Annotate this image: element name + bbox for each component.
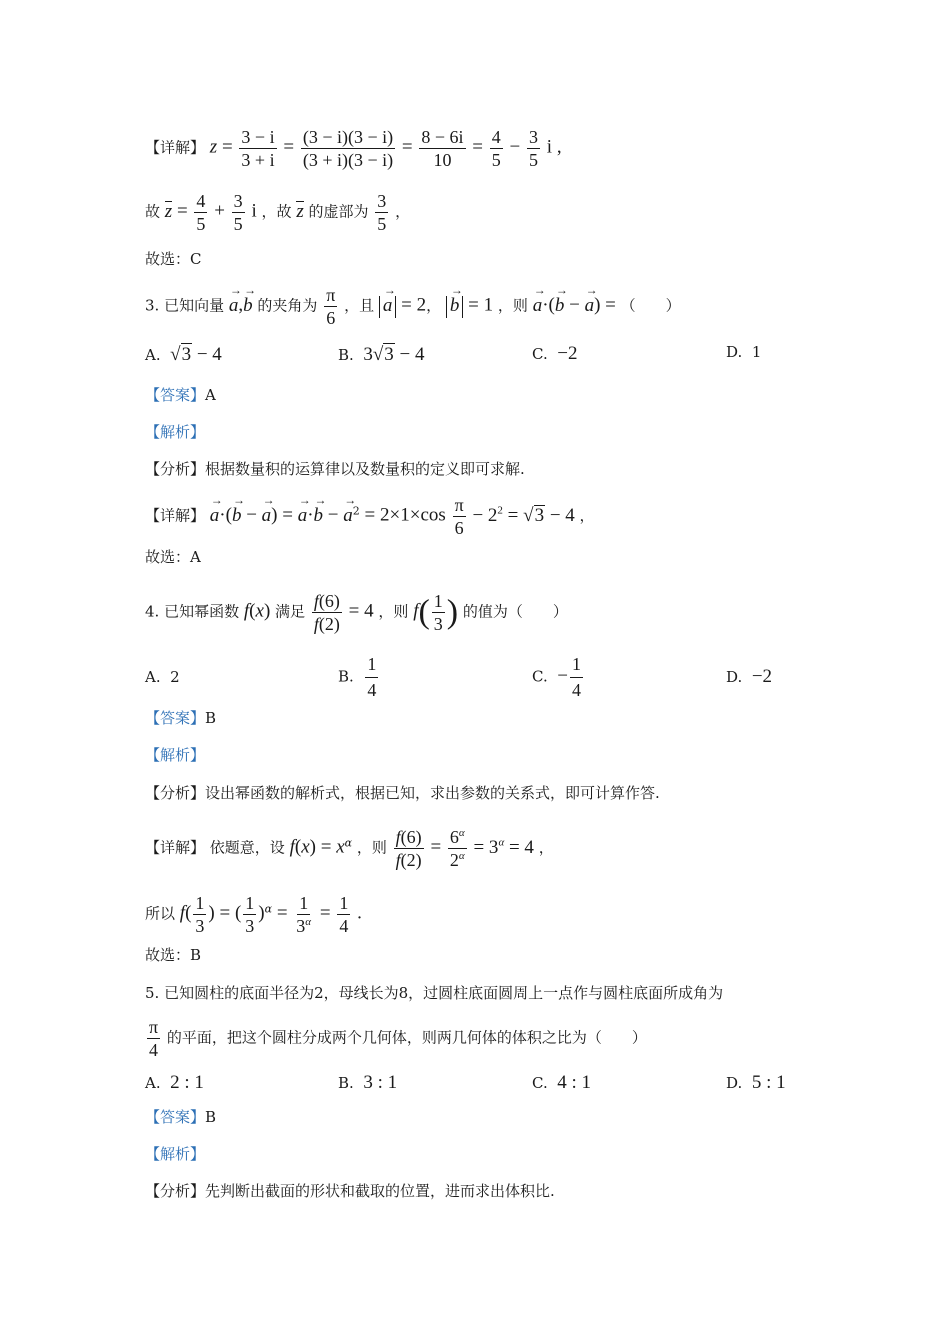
q2-detail-line: 【详解】 z = $\frac{3 - i}{3 + i}$ = $\frac{(3 - i)(3 - i)}{(3 + i)(3 - i)}$ = $\frac{8 - 6i}{10}$ = $\frac{4}{5}$ − $\frac{3}{5}$ i , xyxy=(145,127,562,170)
q5-answer: 【答案】B xyxy=(145,1108,217,1126)
q5-option-b[interactable]: B. 3 : 1 xyxy=(338,1072,398,1093)
fraction: $\frac{3}{5}$ xyxy=(529,127,539,170)
q3-option-a[interactable]: A. √3 − 4 xyxy=(145,344,222,365)
q3-detail: 【详解】 → a·(→ b − → a) = → a·→ b − → $a^2 = 2\times 1\times\cos$ $\frac{\pi}{6}$ − $2^2 = √3 - 4$ ， xyxy=(145,496,595,537)
q4-option-a[interactable]: A. 2 xyxy=(145,668,180,686)
q3-option-b[interactable]: B. 3√3 − 4 xyxy=(338,344,425,365)
q3-option-c[interactable]: C. −2 xyxy=(532,343,578,364)
q4-option-c[interactable]: C. − $\frac{1}{4}$ xyxy=(532,654,581,700)
q3-analysis-tag: 【解析】 xyxy=(145,423,206,441)
fraction: $\frac{8 - 6i}{10}$ xyxy=(421,127,464,170)
fraction: $\frac{3 - i}{3 + i}$ xyxy=(241,127,275,170)
q4-option-d[interactable]: D. −2 xyxy=(726,666,773,687)
detail-tag: 【详解】 xyxy=(145,138,206,157)
fraction: $\frac{4}{5}$ xyxy=(491,127,501,170)
q5-option-a[interactable]: A. 2 : 1 xyxy=(145,1072,204,1093)
q5-stem-line1: 5. 已知圆柱的底面半径为2，母线长为8，过圆柱底面圆周上一点作与圆柱底面所成角为 xyxy=(145,984,724,1002)
q4-stem: 4. 已知幂函数 f(x) 满足 $\frac{f(6)}{f(2)}$ = 4 ，则 f( $\frac{1}{3}$ ) 的值为（ ） xyxy=(145,591,568,634)
q4-option-b[interactable]: B. $\frac{1}{4}$ xyxy=(338,654,377,700)
q5-option-d[interactable]: D. 5 : 1 xyxy=(726,1072,786,1093)
q4-fenxi: 【分析】设出幂函数的解析式，根据已知，求出参数的关系式，即可计算作答. xyxy=(145,784,660,802)
q4-detail: 【详解】 依题意，设 $f(x) = x^\alpha$ ，则 $\frac{f(6)}{f(2)}$ = $\frac{6^\alpha}{2^\alpha}$ = $3^\alpha = 4$ ， xyxy=(145,827,554,870)
q3-stem: 3. 已知向量 → a,→ b 的夹角为 $\frac{\pi}{6}$ ，且 → a = 2， → b = 1 ，则 → a·(→ b − → a) = （ ） xyxy=(145,286,681,327)
q4-so: 所以 f( $\frac{1}{3}$ ) = ( $\frac{1}{3}$ )$^\alpha$ = $\frac{1}{3^\alpha}$ = $\frac{1}{4}$ . xyxy=(145,893,362,936)
q5-stem-line2: $\frac{\pi}{4}$ 的平面，把这个圆柱分成两个几何体，则两几何体的体积之比为（ ） xyxy=(149,1017,647,1060)
q3-fenxi: 【分析】根据数量积的运算律以及数量积的定义即可求解. xyxy=(145,460,525,478)
fraction: $\frac{(3 - i)(3 - i)}{(3 + i)(3 - i)}$ xyxy=(302,127,394,170)
q3-answer: 【答案】A xyxy=(145,386,216,404)
q4-analysis-tag: 【解析】 xyxy=(145,746,206,764)
q2-choose: 故选：C xyxy=(145,250,202,268)
q3-option-d[interactable]: D. 1 xyxy=(726,343,762,361)
q4-choose: 故选：B xyxy=(145,946,202,964)
q5-fenxi: 【分析】先判断出截面的形状和截取的位置，进而求出体积比. xyxy=(145,1182,555,1200)
q2-conclusion-line: 故 z = $\frac{4}{5}$ + $\frac{3}{5}$ i ，故 z 的虚部为 $\frac{3}{5}$ ， xyxy=(145,191,411,234)
q3-choose: 故选：A xyxy=(145,548,201,566)
q4-answer: 【答案】B xyxy=(145,709,217,727)
q5-analysis-tag: 【解析】 xyxy=(145,1145,206,1163)
q5-option-c[interactable]: C. 4 : 1 xyxy=(532,1072,592,1093)
